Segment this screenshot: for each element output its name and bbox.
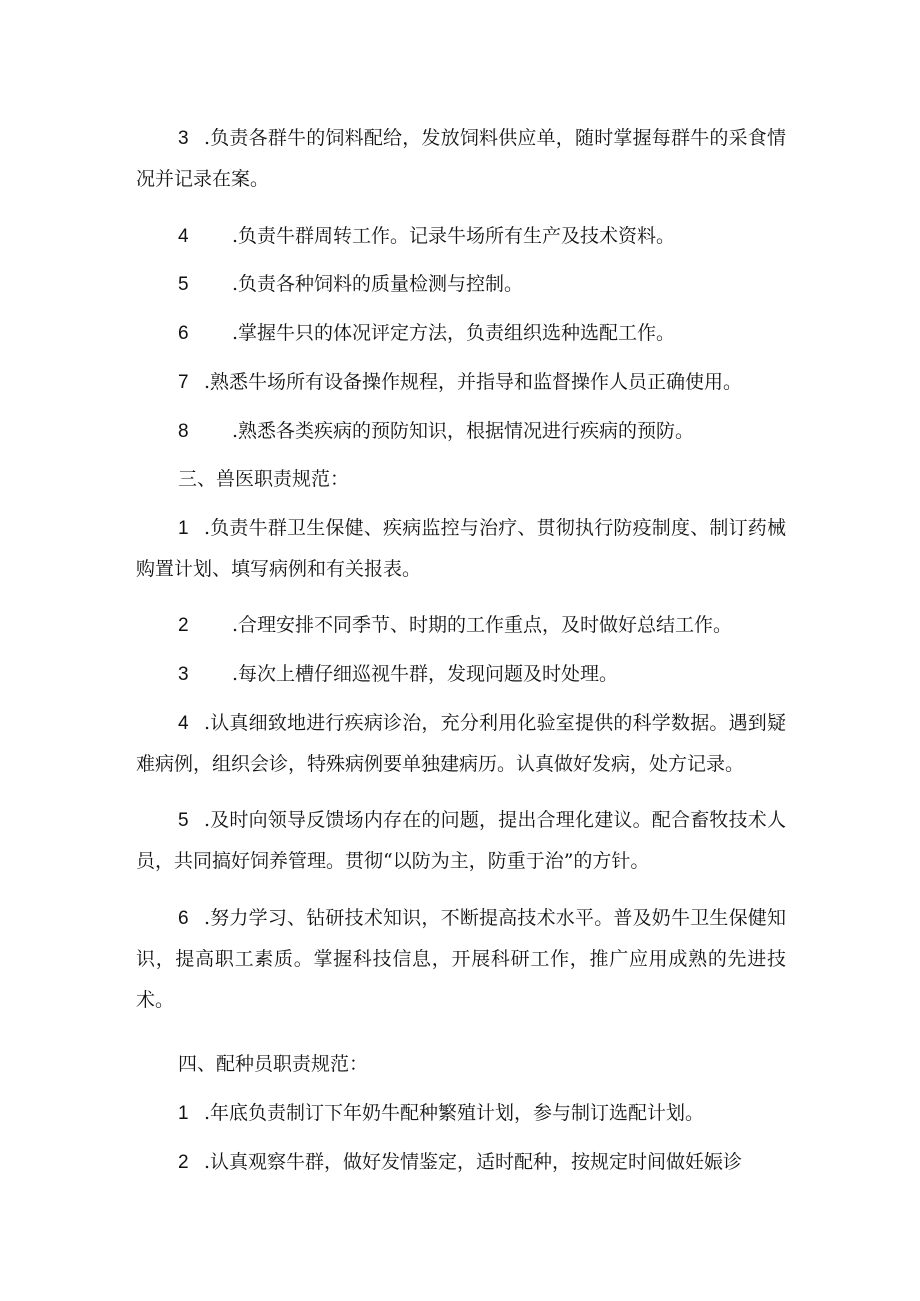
list-item [136, 1093, 786, 1134]
item-text: .认真观察牛群，做好发情鉴定，适时配种，按规定时间做妊娠诊 [204, 1151, 743, 1173]
item-number: 7 [178, 372, 189, 393]
item-text: .认真细致地进行疾病诊治，充分利用化验室提供的科学数据。遇到疑难病例，组织会诊，特殊病例要单独建病历。认真做好发病，处方记录。 [136, 712, 786, 775]
section-heading: 三、兽医职责规范： [178, 468, 350, 490]
list-item [136, 1142, 786, 1183]
list-item [136, 362, 786, 403]
list-item [136, 800, 786, 882]
item-number: 6 [178, 908, 189, 929]
item-number: 8 [178, 421, 189, 442]
list-item [136, 654, 786, 695]
list-item [136, 898, 786, 1021]
item-text: .掌握牛只的体况评定方法，负责组织选种选配工作。 [232, 322, 676, 344]
item-number: 6 [178, 323, 189, 344]
item-number: 5 [178, 274, 189, 295]
item-text: .负责各群牛的饲料配给，发放饲料供应单，随时掌握每群牛的采食情况并记录在案。 [136, 127, 786, 190]
list-item [136, 605, 786, 646]
item-text: .年底负责制订下年奶牛配种繁殖计划，参与制订选配计划。 [204, 1102, 705, 1124]
item-number: 2 [178, 615, 189, 636]
item-number: 2 [178, 1152, 189, 1173]
item-number: 1 [178, 518, 189, 539]
item-text: .每次上槽仔细巡视牛群，发现问题及时处理。 [232, 663, 619, 685]
item-text: .负责牛群周转工作。记录牛场所有生产及技术资料。 [232, 225, 676, 247]
list-item [136, 313, 786, 354]
item-text: .努力学习、钻研技术知识，不断提高技术水平。普及奶牛卫生保健知识，提高职工素质。掌握科技信息，开展科研工作，推广应用成熟的先进技术。 [136, 907, 786, 1011]
item-number: 4 [178, 226, 189, 247]
item-number: 4 [178, 713, 189, 734]
list-item [136, 264, 786, 305]
item-number: 5 [178, 810, 189, 831]
item-text: .熟悉各类疾病的预防知识，根据情况进行疾病的预防。 [232, 420, 695, 442]
section-heading: 四、配种员职责规范： [178, 1053, 369, 1075]
item-number: 3 [178, 664, 189, 685]
list-item [136, 216, 786, 257]
list-item [136, 411, 786, 452]
list-item [136, 703, 786, 785]
item-number: 3 [178, 128, 189, 149]
item-text: .熟悉牛场所有设备操作规程，并指导和监督操作人员正确使用。 [204, 371, 743, 393]
item-text: .负责各种饲料的质量检测与控制。 [232, 273, 524, 295]
list-item [136, 118, 786, 200]
item-text: .合理安排不同季节、时期的工作重点，及时做好总结工作。 [232, 614, 733, 636]
item-text: .负责牛群卫生保健、疾病监控与治疗、贯彻执行防疫制度、制订药械购置计划、填写病例和有关报表。 [136, 517, 786, 580]
item-text: .及时向领导反馈场内存在的问题，提出合理化建议。配合畜牧技术人员，共同搞好饲养管理。贯彻“以防为主，防重于治”的方针。 [136, 809, 786, 872]
item-number: 1 [178, 1103, 189, 1124]
list-item [136, 508, 786, 590]
